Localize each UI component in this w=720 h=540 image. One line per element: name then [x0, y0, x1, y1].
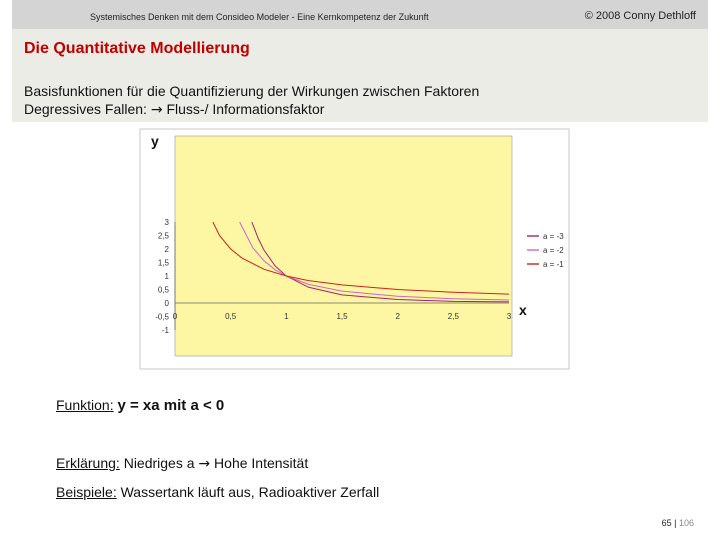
x-tick-label: 1,5: [336, 312, 348, 321]
y-tick-label: 0: [164, 299, 169, 308]
legend-label: a = -2: [543, 246, 564, 255]
x-axis-label: x: [519, 302, 527, 318]
erklaerung-prefix: Niedriges a: [123, 455, 195, 471]
subtitle-prefix: Degressives Fallen:: [24, 101, 147, 117]
subtitle-line-1: Basisfunktionen für die Quantifizierung der Wirkungen zwischen Faktoren: [24, 83, 480, 99]
legend-label: a = -1: [543, 260, 564, 269]
header-copyright: © 2008 Conny Dethloff: [584, 10, 696, 22]
x-tick-label: 1: [284, 312, 289, 321]
beispiele-label: Beispiele:: [56, 484, 117, 500]
chart: [139, 128, 571, 371]
x-tick-label: 2,5: [447, 312, 459, 321]
page-current: 65: [661, 518, 672, 528]
page-separator: |: [674, 518, 677, 528]
erklaerung-suffix: Hohe Intensität: [214, 455, 309, 471]
plot-area: [172, 136, 512, 356]
y-tick-label: 2: [164, 245, 169, 254]
subtitle-suffix: Fluss-/ Informationsfaktor: [166, 101, 325, 117]
slide-header-bar: [12, 0, 708, 29]
subtitle-line-2: [24, 101, 324, 118]
function-line: [56, 397, 224, 414]
funktion-formula: y = xa mit a < 0: [117, 397, 225, 414]
page-number: [662, 518, 694, 528]
y-tick-label: 1,5: [157, 258, 169, 268]
examples-line: [56, 484, 379, 500]
x-tick-label: 3: [506, 312, 512, 321]
x-tick-label: 0,5: [225, 312, 237, 321]
explanation-line: [56, 455, 308, 472]
right-arrow-icon: →: [150, 102, 163, 118]
right-arrow-icon: →: [198, 456, 211, 472]
page-total: 106: [678, 518, 694, 528]
slide-title: Die Quantitative Modellierung: [24, 40, 250, 57]
y-tick-label: 2,5: [157, 231, 169, 241]
erklaerung-label: Erklärung:: [56, 455, 120, 471]
y-axis-label: y: [151, 133, 159, 149]
chart-svg: [139, 128, 571, 371]
x-tick-label: 0: [172, 312, 178, 321]
y-tick-label: 3: [164, 218, 169, 227]
y-tick-label: 0,5: [157, 285, 169, 295]
header-left-text: Systemisches Denken mit dem Consideo Modeler - Eine Kernkompetenz der Zukunft: [90, 12, 429, 22]
beispiele-text: Wassertank läuft aus, Radioaktiver Zerfall: [120, 484, 380, 500]
legend-label: a = -3: [543, 232, 564, 241]
x-tick-label: 2: [395, 312, 400, 321]
y-tick-label: -1: [161, 326, 169, 335]
funktion-label: Funktion:: [56, 397, 114, 413]
y-tick-label: -0,5: [155, 312, 169, 322]
y-tick-label: 1: [164, 272, 169, 281]
